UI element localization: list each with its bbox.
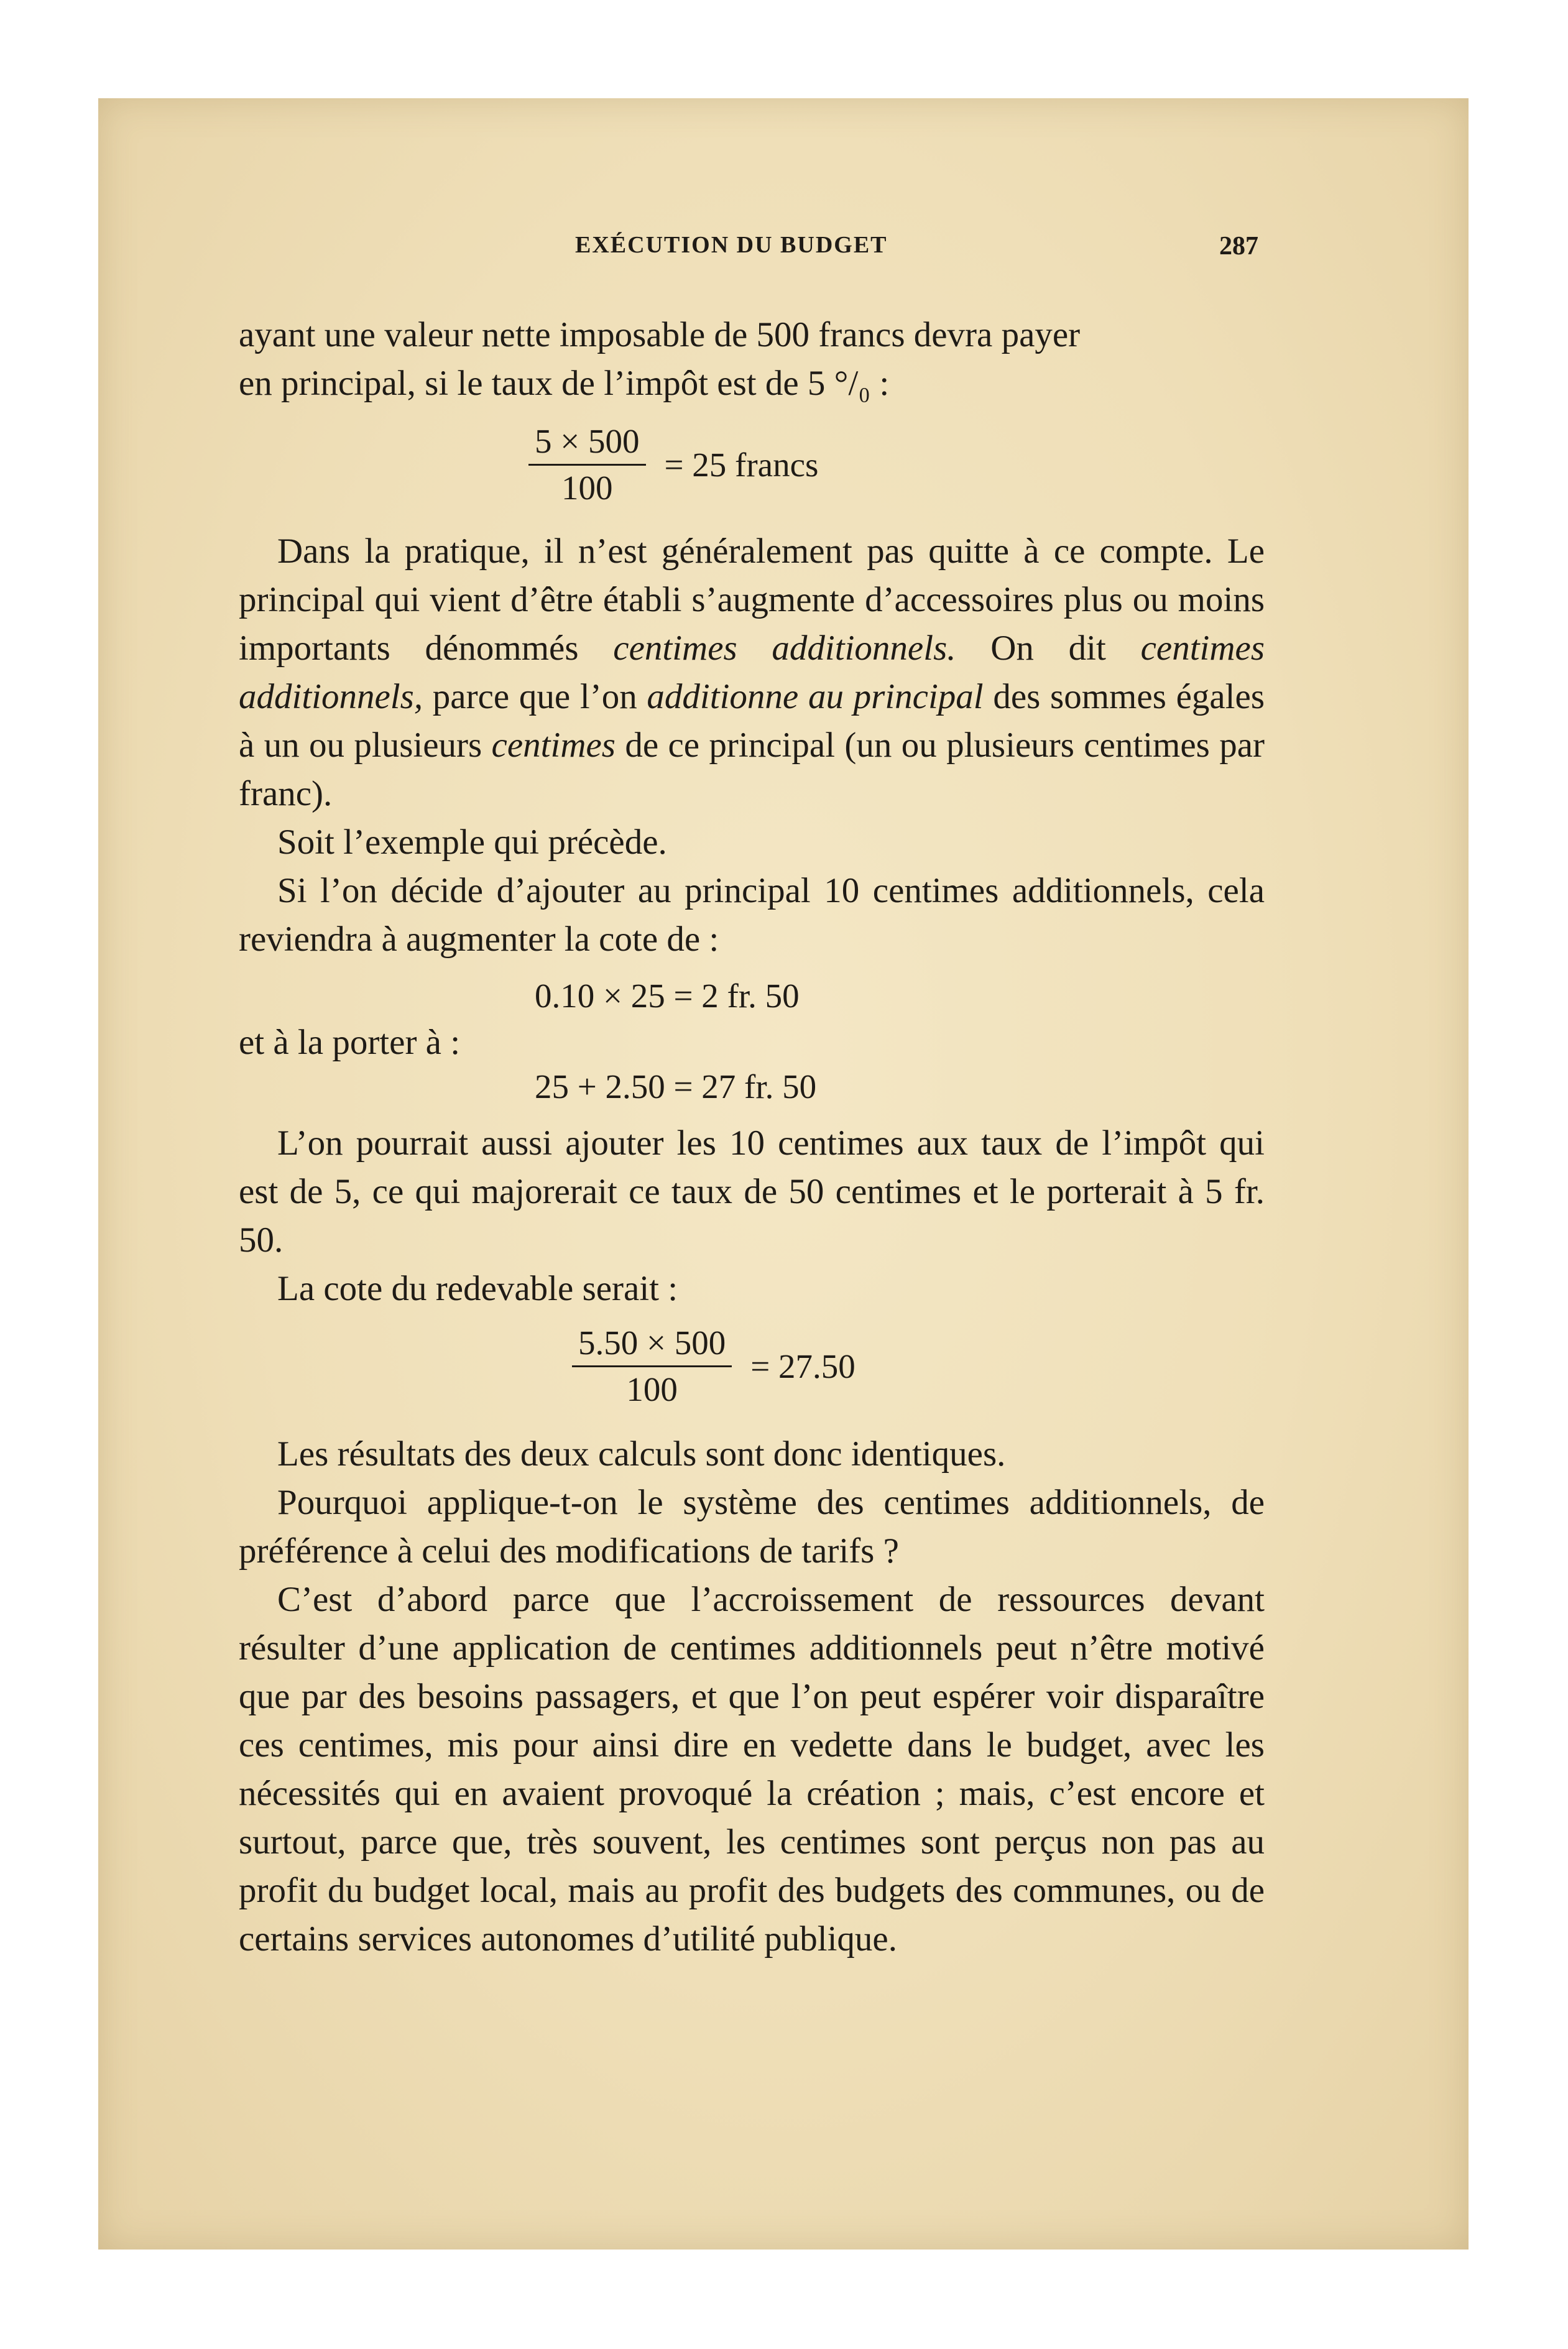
page-number: 287 bbox=[1219, 232, 1258, 261]
equation-4-fraction bbox=[572, 1324, 732, 1408]
term-additionne-au-principal: additionne au principal bbox=[647, 677, 984, 716]
paragraph-2 bbox=[239, 527, 1265, 818]
equation-4-denominator: 100 bbox=[626, 1370, 678, 1408]
equation-1 bbox=[528, 423, 818, 507]
paragraph-2-text-b: On dit bbox=[956, 629, 1141, 668]
paragraph-8: Les résultats des deux calculs sont donc identiques. bbox=[277, 1434, 1006, 1474]
equation-4-result: = 27.50 bbox=[750, 1347, 855, 1385]
equation-2: 0.10 × 25 = 2 fr. 50 bbox=[535, 977, 800, 1015]
equation-1-numerator: 5 × 500 bbox=[528, 423, 646, 466]
paragraph-2-text-a: Dans la pratique, il n’est généralement pas quitte à ce compte. Le principal qui vient d’être établi s’augmente d’accessoires plus ou moins importants dénommés bbox=[239, 532, 1265, 668]
equation-1-denominator: 100 bbox=[561, 469, 613, 507]
paragraph-5: et à la porter à : bbox=[239, 1023, 461, 1062]
paragraphs-8-10 bbox=[239, 1430, 1265, 1964]
equation-3: 25 + 2.50 = 27 fr. 50 bbox=[535, 1068, 817, 1105]
page-header bbox=[0, 231, 1568, 269]
paragraph-9: Pourquoi applique-t-on le système des centimes additionnels, de préférence à celui des modifications de tarifs ? bbox=[239, 1483, 1265, 1571]
paragraph-5-block bbox=[239, 1018, 1265, 1067]
paragraphs-6-7 bbox=[239, 1119, 1265, 1313]
term-centimes-additionnels: centimes additionnels. bbox=[613, 629, 956, 668]
paragraph-7: La cote du redevable serait : bbox=[277, 1269, 678, 1308]
paragraph-10: C’est d’abord parce que l’accroissement de ressources devant résulter d’une application de centimes additionnels peut n’être motivé que par des besoins passagers, et que l’on peut espérer voir disparaître ces centimes, mis pour ainsi dire en vedette dans le budget, avec les nécessités qui en avaient provoqué la création ; mais, c’est encore et surtout, parce que, très souvent, les centimes sont perçus non pas au profit du budget local, mais au profit des budgets des communes, ou de certains services autonomes d’utilité publique. bbox=[239, 1580, 1265, 1959]
running-title: EXÉCUTION DU BUDGET bbox=[575, 232, 888, 258]
equation-4-numerator: 5.50 × 500 bbox=[572, 1324, 732, 1367]
term-centimes-additionnels-2: centimes additionnels, bbox=[239, 629, 1265, 716]
equation-4 bbox=[572, 1324, 855, 1408]
equation-1-fraction bbox=[528, 423, 646, 507]
paragraph-1 bbox=[239, 311, 1265, 408]
paragraph-1-line-1: ayant une valeur nette imposable de 500 francs devra payer bbox=[239, 315, 1081, 354]
paragraph-4: Si l’on décide d’ajouter au principal 10 centimes additionnels, cela reviendra à augmenter la cote de : bbox=[239, 871, 1265, 959]
paragraphs-2-4 bbox=[239, 527, 1265, 964]
paragraph-1-line-2: en principal, si le taux de l’impôt est de 5 °/₀ : bbox=[239, 364, 890, 403]
paragraph-6: L’on pourrait aussi ajouter les 10 centimes aux taux de l’impôt qui est de 5, ce qui majorerait ce taux de 50 centimes et le porterait à 5 fr. 50. bbox=[239, 1124, 1265, 1260]
term-centimes: centimes bbox=[491, 726, 616, 765]
paragraph-2-text-d: des sommes égales à un ou plusieurs bbox=[239, 677, 1265, 765]
paragraph-2-text-e: de ce principal (un ou plusieurs centimes par franc). bbox=[239, 726, 1265, 813]
paragraph-2-text-c: parce que l’on bbox=[423, 677, 647, 716]
paragraph-3: Soit l’exemple qui précède. bbox=[277, 823, 667, 862]
equation-1-result: = 25 francs bbox=[664, 446, 819, 484]
